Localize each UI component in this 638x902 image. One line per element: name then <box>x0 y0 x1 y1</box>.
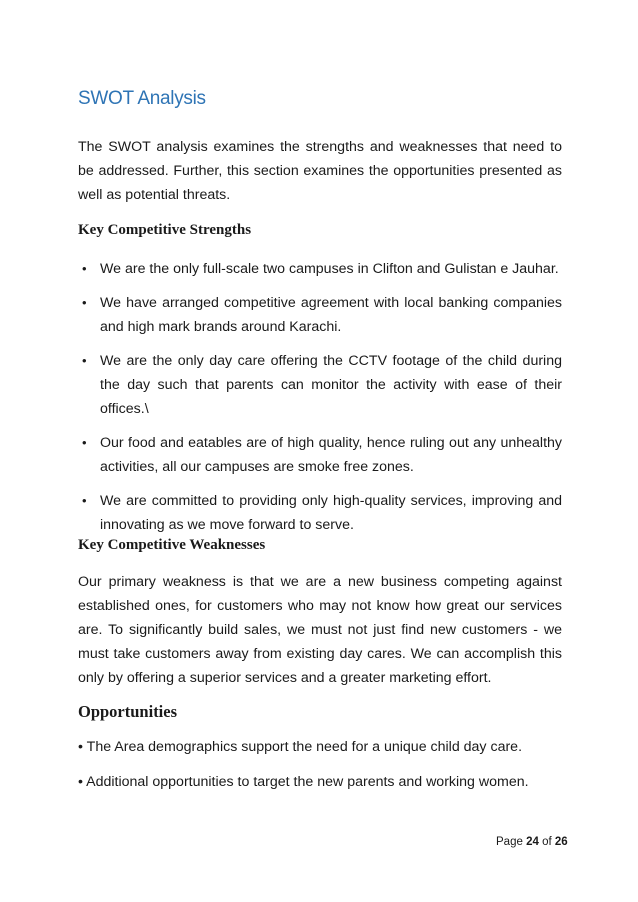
list-item <box>78 349 562 421</box>
list-item-text: Our food and eatables are of high quality, hence ruling out any unhealthy activities, all our campuses are smoke free zones. <box>100 435 562 475</box>
page-number <box>496 836 568 848</box>
total-pages: 26 <box>554 836 568 848</box>
page-label: Page <box>496 836 523 848</box>
of-label: of <box>542 836 552 848</box>
weaknesses-heading: Key Competitive Weaknesses <box>78 537 266 553</box>
list-item-text: We are the only day care offering the CCTV footage of the child during the day such that parents can monitor the activity with ease of their offices.\ <box>100 353 562 417</box>
list-item <box>78 257 562 281</box>
intro-paragraph: The SWOT analysis examines the strengths and weaknesses that need to be addressed. Further, this section examines the opportunities presented as well as potential threats. <box>78 139 562 203</box>
strengths-list <box>78 257 562 547</box>
bullet-icon: • <box>82 493 87 508</box>
page-title: SWOT Analysis <box>78 88 206 109</box>
list-item <box>78 489 562 537</box>
opportunity-item: • The Area demographics support the need for a unique child day care. <box>78 739 523 755</box>
opportunities-heading: Opportunities <box>78 702 178 721</box>
list-item-text: We have arranged competitive agreement with local banking companies and high mark brands around Karachi. <box>100 295 562 335</box>
list-item-text: We are committed to providing only high-quality services, improving and innovating as we move forward to serve. <box>100 493 562 533</box>
bullet-icon: • <box>82 261 87 276</box>
strengths-heading: Key Competitive Strengths <box>78 222 252 238</box>
list-item <box>78 431 562 479</box>
weaknesses-paragraph: Our primary weakness is that we are a new business competing against established ones, for customers who may not know how great our services are. To significantly build sales, we must not just find new customers - we must take customers away from existing day cares. We can accomplish this only by offering a superior services and a greater marketing effort. <box>78 574 562 686</box>
list-item-text: We are the only full-scale two campuses in Clifton and Gulistan e Jauhar. <box>100 261 559 277</box>
list-item <box>78 291 562 339</box>
current-page: 24 <box>526 836 539 848</box>
bullet-icon: • <box>82 353 87 368</box>
bullet-icon: • <box>82 435 87 450</box>
opportunity-item: • Additional opportunities to target the new parents and working women. <box>78 774 529 790</box>
bullet-icon: • <box>82 295 87 310</box>
